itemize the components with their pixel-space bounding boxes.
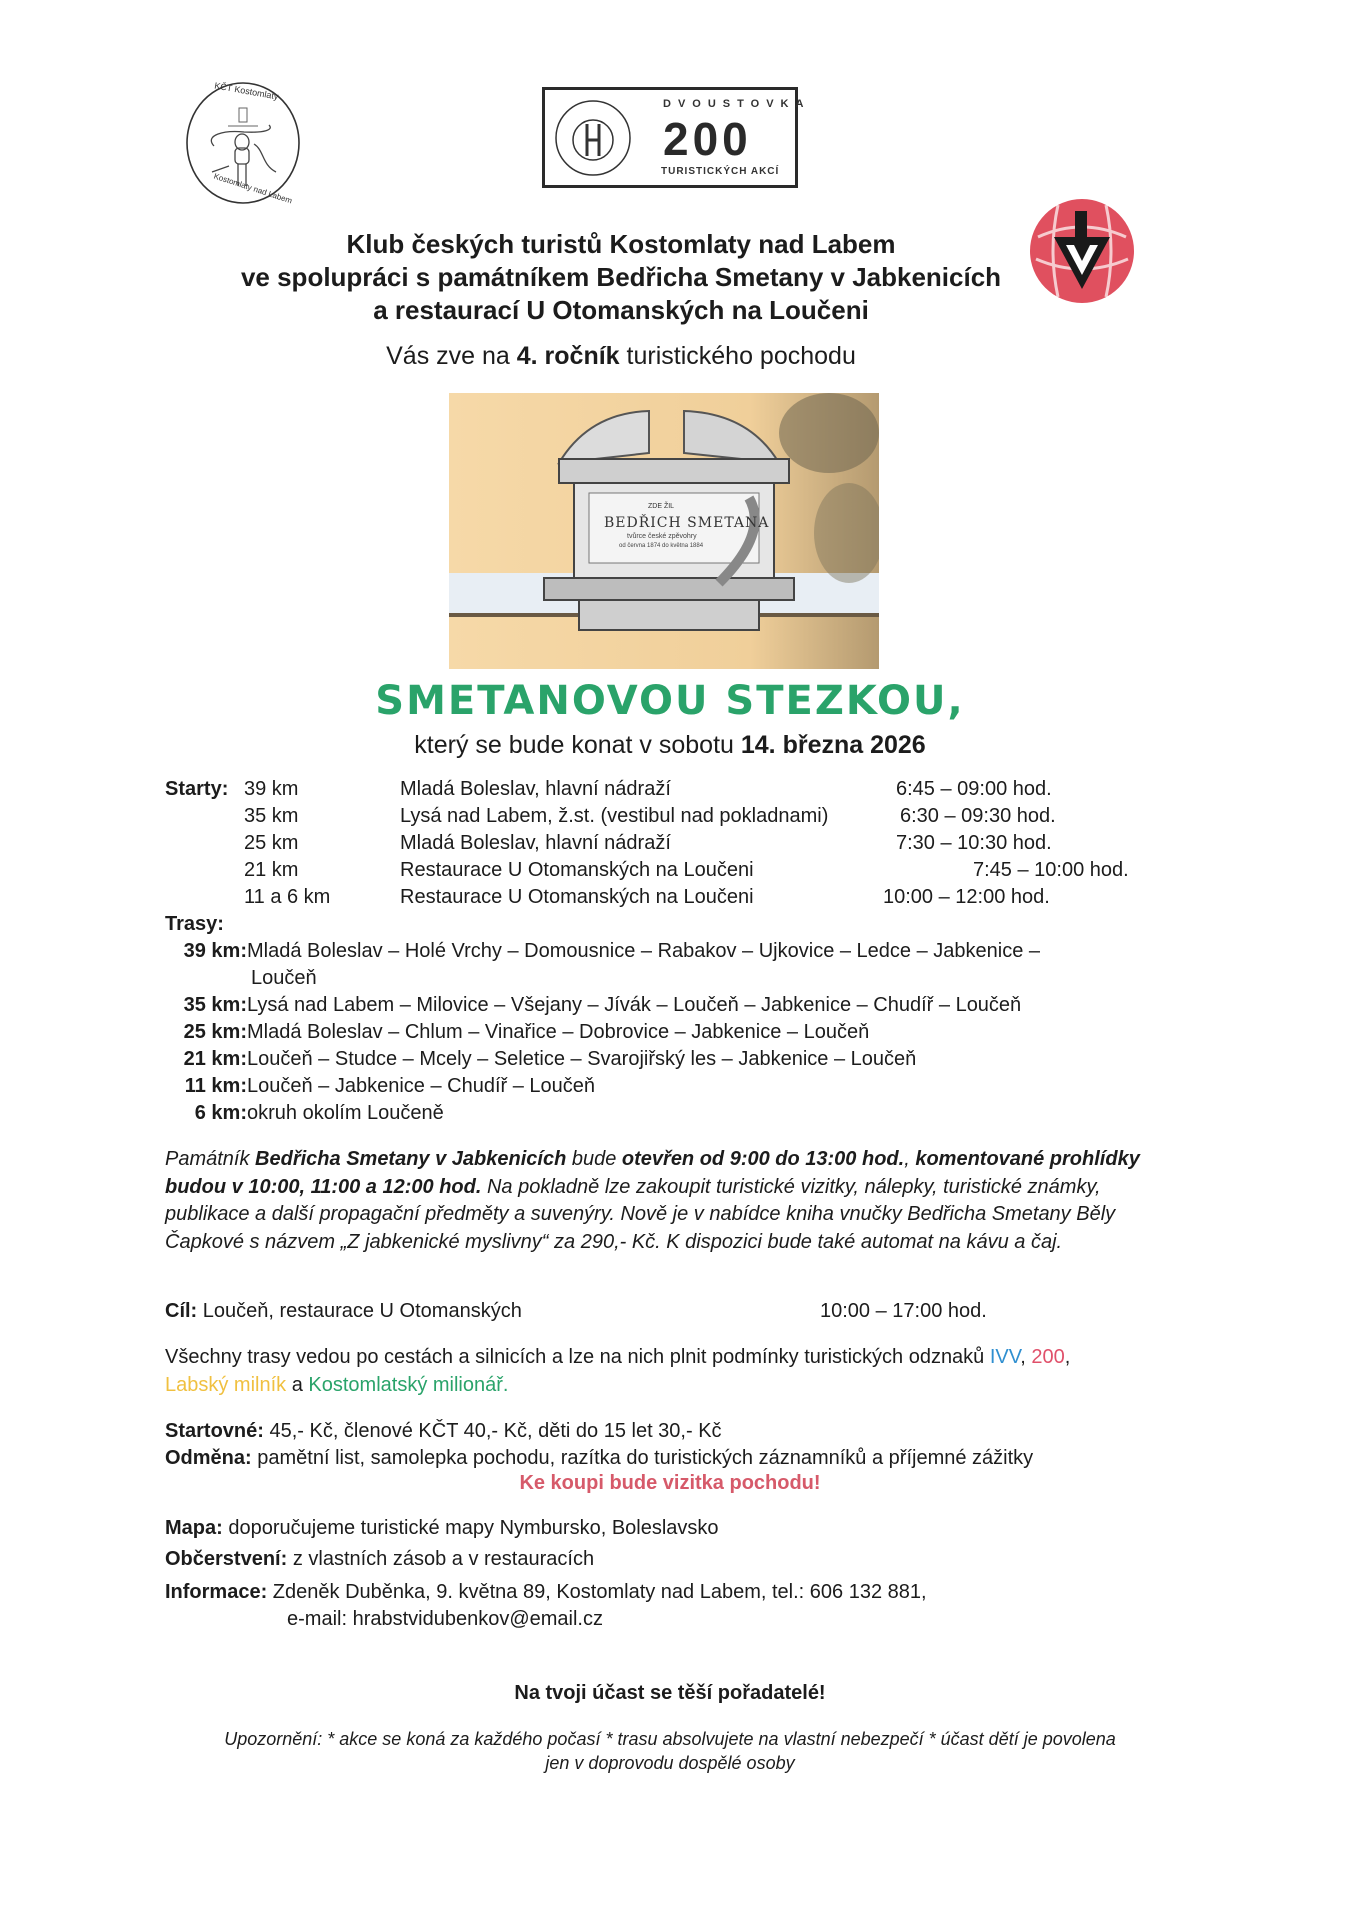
museum-text: , — [904, 1148, 916, 1170]
separator: . — [502, 1374, 509, 1396]
route-km: 6 km: — [194, 1102, 247, 1124]
finish-label: Cíl: — [165, 1300, 198, 1322]
badge-labsky-milnik: Labský milník — [165, 1374, 287, 1396]
start-distance: 39 km — [244, 778, 299, 800]
badge-200: 200 — [1031, 1346, 1065, 1368]
route-path: Loučeň – Studce – Mcely – Seletice – Svarojiřský les – Jabkenice – Loučeň — [247, 1048, 917, 1070]
contact-info — [165, 1579, 1185, 1606]
separator: a — [286, 1374, 309, 1396]
start-place: Restaurace U Otomanských na Loučeni — [400, 859, 754, 881]
route-km: 11 km: — [184, 1075, 247, 1097]
plaque-line-4: od června 1874 do května 1884 — [619, 543, 704, 549]
separator: , — [1064, 1346, 1071, 1368]
notice-line: jen v doprovodu dospělé osoby — [545, 1753, 795, 1773]
contact-label: Informace: — [165, 1581, 268, 1603]
museum-name: Bedřicha Smetany v Jabkenicích — [255, 1148, 567, 1170]
finish-time: 10:00 – 17:00 hod. — [820, 1300, 987, 1322]
route-item — [165, 938, 1165, 992]
museum-tours: komentované prohlídky budou v 10:00, 11:00 a 12:00 hod. — [165, 1148, 1140, 1198]
fee-info — [165, 1418, 1185, 1445]
reward-text: pamětní list, samolepka pochodu, razítka do turistických záznamníků a příjemné zážitky — [251, 1447, 1034, 1469]
map-info — [165, 1515, 1185, 1542]
dvoustovka-200-logo — [542, 87, 811, 188]
badges-text: Všechny trasy vedou po cestách a silnicích a lze na nich plnit podmínky turistických odznaků — [165, 1346, 990, 1368]
route-item — [165, 1100, 1165, 1127]
start-place: Mladá Boleslav, hlavní nádraží — [400, 778, 671, 800]
route-km: 21 km: — [183, 1048, 247, 1070]
route-km: 25 km: — [183, 1021, 247, 1043]
start-distance: 25 km — [244, 832, 299, 854]
event-date-text: který se bude konat v sobotu — [414, 731, 741, 759]
route-path: okruh okolím Loučeně — [247, 1102, 444, 1124]
start-distance: 11 a 6 km — [244, 886, 331, 908]
badge-kostomlatsky-milionar: Kostomlatský milionář — [308, 1374, 503, 1396]
route-path-continued: Loučeň — [251, 967, 317, 989]
route-item — [165, 1019, 1165, 1046]
route-path: Loučeň – Jabkenice – Chudíř – Loučeň — [247, 1075, 596, 1097]
start-row — [165, 830, 1165, 857]
start-place: Restaurace U Otomanských na Loučeni — [400, 886, 754, 908]
smetana-plaque-photo — [449, 393, 879, 669]
start-row — [165, 857, 1165, 884]
routes-section — [165, 911, 1165, 1127]
museum-text: Památník — [165, 1148, 256, 1170]
finish-place: Loučeň, restaurace U Otomanských — [197, 1300, 522, 1322]
badge-ivv: IVV — [989, 1346, 1021, 1368]
invite-edition: 4. ročník — [516, 342, 620, 370]
kct-logo-bottom-text: Kostomlaty nad Labem — [212, 171, 294, 206]
invite-line — [0, 342, 1300, 371]
route-km: 39 km: — [183, 940, 247, 962]
invite-text-end: turistického pochodu — [619, 342, 856, 370]
invite-text: Vás zve na — [386, 342, 517, 370]
start-time: 7:30 – 10:30 hod. — [896, 832, 1052, 854]
map-label: Mapa: — [165, 1517, 223, 1539]
refreshments-text: z vlastních zásob a v restauracích — [287, 1548, 595, 1570]
card-note: Ke koupi bude vizitka pochodu! — [519, 1472, 821, 1494]
start-time: 6:30 – 09:30 hod. — [900, 805, 1056, 827]
starts-label: Starty: — [165, 778, 229, 800]
plaque-line-2: BEDŘICH SMETANA — [604, 515, 770, 531]
badges-paragraph — [165, 1343, 1185, 1399]
route-item — [165, 1073, 1165, 1100]
notice — [160, 1727, 1180, 1775]
start-distance: 35 km — [244, 805, 299, 827]
header-organizer: Klub českých turistů Kostomlaty nad Labem — [346, 229, 896, 259]
start-time: 6:45 – 09:00 hod. — [896, 778, 1052, 800]
header-cooperation: ve spolupráci s památníkem Bedřicha Smetany v Jabkenicích — [240, 262, 1002, 292]
start-time: 7:45 – 10:00 hod. — [973, 859, 1129, 881]
notice-line: Upozornění: * akce se koná za každého počasí * trasu absolvujete na vlastní nebezpečí * účast dětí je povolena — [224, 1729, 1116, 1749]
route-item — [165, 1046, 1165, 1073]
route-item — [165, 992, 1165, 1019]
dvoustovka-bottom-label: TURISTICKÝCH AKCÍ — [661, 166, 780, 177]
kct-kostomlaty-logo — [184, 80, 302, 206]
plaque-line-1: ZDE ŽIL — [648, 503, 675, 510]
museum-paragraph — [165, 1146, 1175, 1256]
event-date-value: 14. března 2026 — [740, 731, 926, 759]
fee-text: 45,- Kč, členové KČT 40,- Kč, děti do 15 let 30,- Kč — [263, 1420, 722, 1442]
dvoustovka-label: DVOUSTOVKA — [663, 98, 811, 110]
refreshments-label: Občerstvení: — [165, 1548, 288, 1570]
header-restaurant: a restaurací U Otomanských na Loučeni — [373, 295, 869, 325]
map-text: doporučujeme turistické mapy Nymbursko, Boleslavsko — [222, 1517, 719, 1539]
kct-logo-top-text: KČT Kostomlaty — [213, 80, 280, 102]
closing-line: Na tvoji účast se těší pořadatelé! — [514, 1682, 826, 1704]
reward-label: Odměna: — [165, 1447, 252, 1469]
starts-section — [165, 776, 1165, 911]
museum-text: bude — [566, 1148, 622, 1170]
fee-label: Startovné: — [165, 1420, 264, 1442]
separator: , — [1020, 1346, 1032, 1368]
start-row — [165, 884, 1165, 911]
routes-label: Trasy: — [165, 913, 224, 935]
start-time: 10:00 – 12:00 hod. — [883, 886, 1050, 908]
museum-text: Na pokladně lze zakoupit turistické vizitky, nálepky, turistické známky, publikace a další propagační předměty a suvenýry. Nově je v nabídce kniha vnučky Bedřicha Smetany Běly Čapkové s názvem „Z jabkenické myslivny“ za 290,- Kč. K dispozici bude také automat na kávu a čaj. — [165, 1175, 1116, 1253]
reward-info — [165, 1445, 1185, 1472]
start-row — [165, 776, 1165, 803]
start-row — [165, 803, 1165, 830]
route-km: 35 km: — [183, 994, 247, 1016]
finish-info — [165, 1300, 1165, 1323]
event-title: SMETANOVOU STEZKOU, — [375, 678, 965, 724]
museum-opening-hours: otevřen od 9:00 do 13:00 hod. — [621, 1148, 905, 1170]
dvoustovka-number: 200 — [663, 113, 752, 165]
event-date — [0, 731, 1340, 760]
refreshments-info — [165, 1546, 1185, 1573]
route-path: Mladá Boleslav – Holé Vrchy – Domousnice – Rabakov – Ujkovice – Ledce – Jabkenice – — [247, 940, 1041, 962]
route-path: Mladá Boleslav – Chlum – Vinařice – Dobrovice – Jabkenice – Loučeň — [247, 1021, 870, 1043]
route-path: Lysá nad Labem – Milovice – Všejany – Jívák – Loučeň – Jabkenice – Chudíř – Loučeň — [247, 994, 1022, 1016]
start-distance: 21 km — [244, 859, 299, 881]
start-place: Mladá Boleslav, hlavní nádraží — [400, 832, 671, 854]
kct-monogram-icon — [553, 98, 633, 178]
contact-text: Zdeněk Duběnka, 9. května 89, Kostomlaty nad Labem, tel.: 606 132 881, — [267, 1581, 927, 1603]
plaque-line-3: tvůrce české zpěvohry — [627, 533, 697, 540]
contact-email[interactable]: e-mail: hrabstvidubenkov@email.cz — [287, 1608, 603, 1630]
start-place: Lysá nad Labem, ž.st. (vestibul nad pokladnami) — [400, 805, 829, 827]
